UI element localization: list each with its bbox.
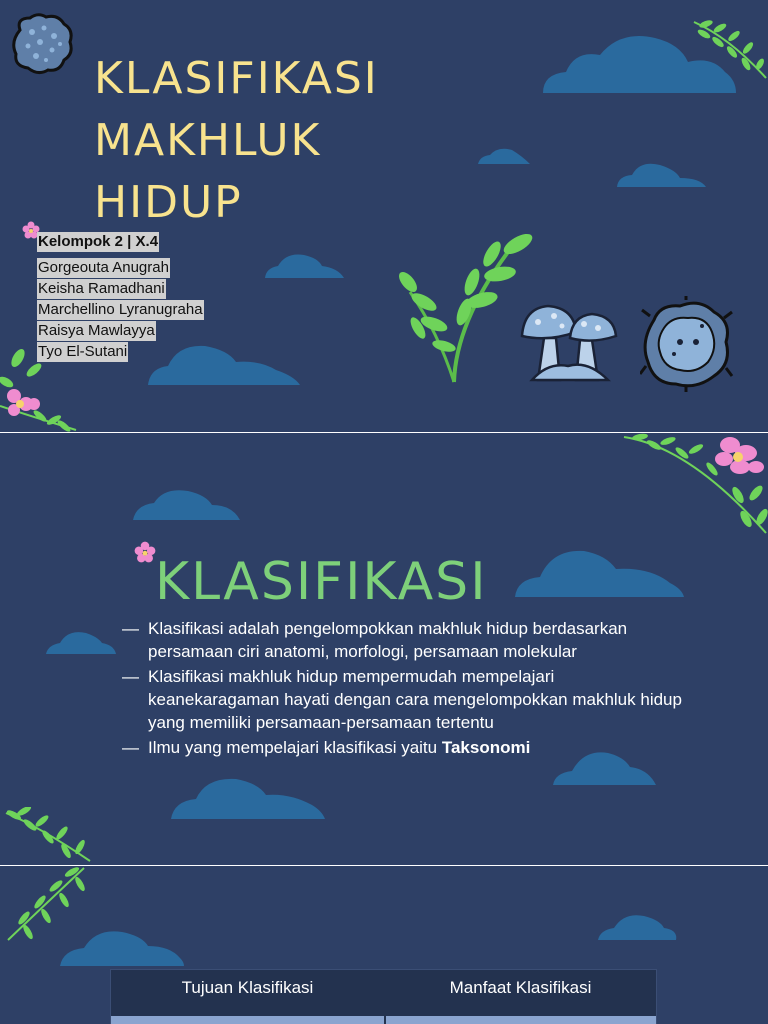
member-name: Gorgeouta Anugrah bbox=[38, 259, 169, 276]
table-header-manfaat: Manfaat Klasifikasi bbox=[449, 978, 592, 997]
title-line-1: KLASIFIKASI bbox=[94, 53, 379, 104]
member-name: Marchellino Lyranugraha bbox=[38, 301, 203, 318]
section-title: KLASIFIKASI bbox=[155, 552, 488, 612]
cloud-icon bbox=[265, 254, 344, 278]
bullet-dash: — bbox=[122, 738, 139, 757]
cloud-icon bbox=[46, 632, 116, 654]
bacteria-icon bbox=[640, 296, 734, 392]
main-title bbox=[94, 48, 414, 234]
slide-title bbox=[0, 0, 768, 432]
table-column-divider bbox=[384, 1016, 386, 1024]
member-name: Tyo El-Sutani bbox=[38, 343, 128, 360]
bullet-list bbox=[122, 617, 682, 761]
leaf-branch-icon bbox=[0, 807, 92, 865]
cloud-icon bbox=[617, 164, 706, 187]
flower-icon bbox=[134, 541, 156, 563]
plant-icon bbox=[368, 232, 540, 384]
bullet-text: Klasifikasi makhluk hidup mempermudah mempelajari keanekaragaman hayati dengan cara mengelompokkan makhluk hidup yang memiliki persamaan-persamaan tertentu bbox=[148, 667, 682, 732]
bullet-text: Klasifikasi adalah pengelompokkan makhluk hidup berdasarkan persamaan ciri anatomi, morfologi, persamaan molekular bbox=[148, 619, 628, 661]
cloud-icon bbox=[515, 551, 684, 597]
leaf-branch-icon bbox=[4, 866, 88, 942]
flower-branch-icon bbox=[0, 346, 80, 432]
cloud-icon bbox=[133, 490, 240, 520]
member-name: Raisya Mawlayya bbox=[38, 322, 155, 339]
table-row bbox=[111, 1016, 656, 1024]
bullet-item bbox=[122, 665, 682, 734]
title-line-2: MAKHLUK bbox=[94, 115, 322, 166]
member-list bbox=[37, 232, 204, 363]
virus-icon bbox=[8, 10, 76, 76]
group-label: Kelompok 2 | X.4 bbox=[38, 233, 159, 250]
flower-branch-icon bbox=[620, 433, 768, 537]
mushroom-icon bbox=[518, 302, 620, 382]
cloud-icon bbox=[598, 915, 676, 940]
bullet-dash: — bbox=[122, 667, 139, 686]
bullet-item bbox=[122, 736, 682, 759]
bullet-text: Ilmu yang mempelajari klasifikasi yaitu bbox=[148, 738, 442, 757]
member-name: Keisha Ramadhani bbox=[38, 280, 165, 297]
bullet-bold-term: Taksonomi bbox=[441, 738, 531, 757]
bullet-dash: — bbox=[122, 619, 139, 638]
cloud-icon bbox=[171, 779, 325, 819]
cloud-icon bbox=[478, 149, 530, 164]
bullet-item bbox=[122, 617, 682, 663]
classification-table bbox=[110, 969, 657, 1024]
title-line-3: HIDUP bbox=[94, 177, 243, 228]
table-header-tujuan: Tujuan Klasifikasi bbox=[181, 978, 314, 997]
leaf-branch-icon bbox=[690, 18, 768, 82]
